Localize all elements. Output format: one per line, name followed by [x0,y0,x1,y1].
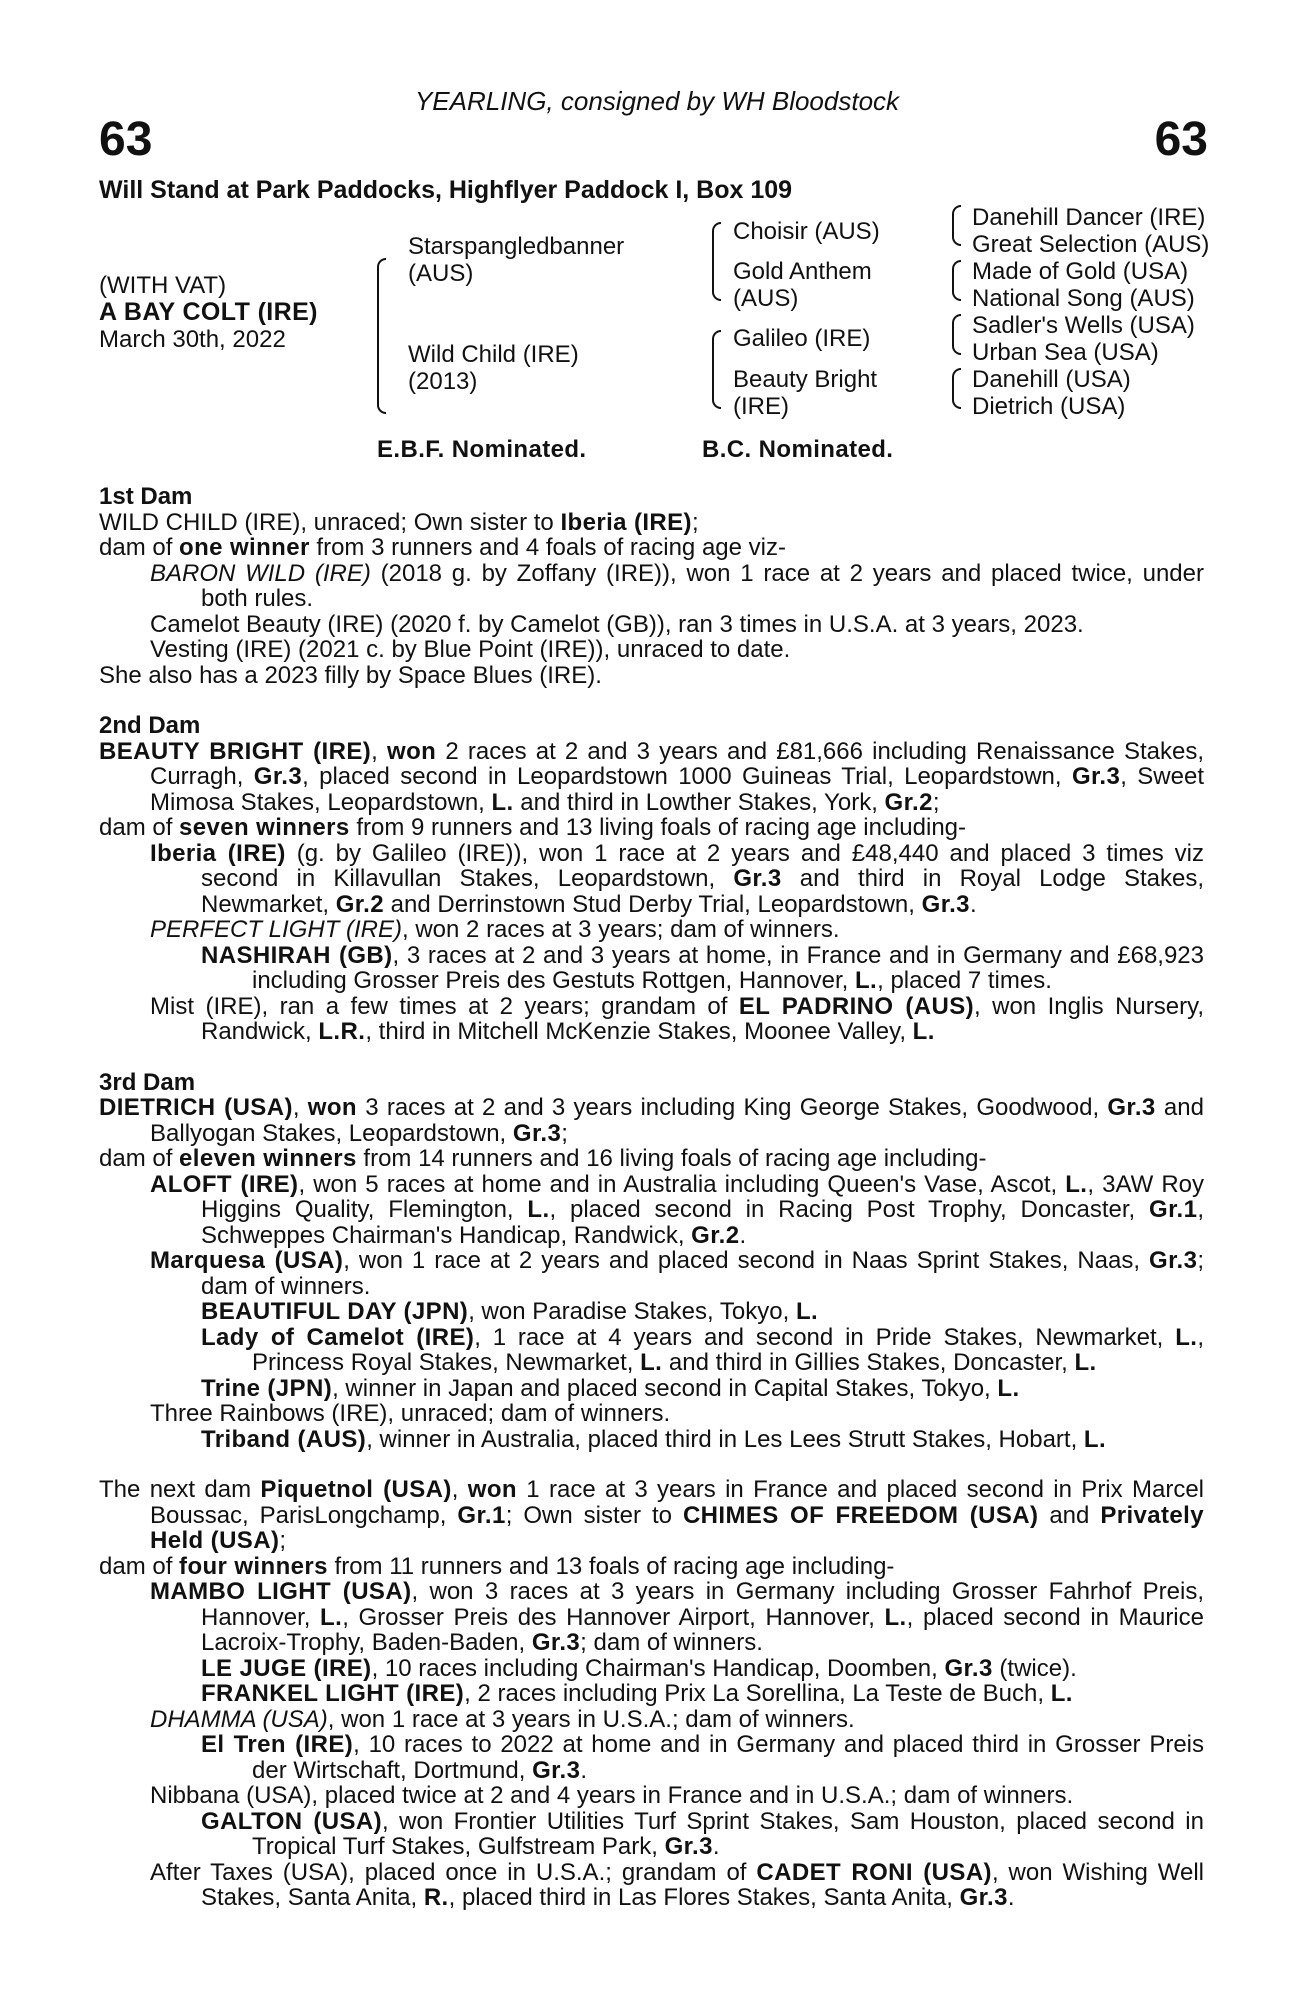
g-brace-1b [952,227,961,246]
first-dam-heading: 1st Dam [99,483,193,510]
produce-entry: Mist (IRE), ran a few times at 2 years; grandam of EL PADRINO (AUS), won Inglis Nursery, Randwick, L.R., third in Mitchell McKenzie Stakes, Moonee Valley, L. [150,992,1204,1045]
grandparent-5: Sadler's Wells (USA) [972,312,1195,339]
third-dam-line: DIETRICH (USA), won 3 races at 2 and 3 years including King George Stakes, Goodwood, Gr.3 and Ballyogan Stakes, Leopardstown, Gr.3; [99,1094,1204,1147]
second-dam-produce-summary: dam of seven winners from 9 runners and 13 living foals of racing age including- [99,814,967,841]
grandproduce-entry: El Tren (IRE), 10 races to 2022 at home and in Germany and placed third in Grosser Preis der Wirtschaft, Dortmund, Gr.3. [201,1731,1204,1784]
stand-location: Will Stand at Park Paddocks, Highflyer Paddock I, Box 109 [99,176,793,204]
grandparent-2: Great Selection (AUS) [972,231,1210,258]
g-brace-1a [952,205,961,228]
produce-entry: MAMBO LIGHT (USA), won 3 races at 3 years in Germany including Grosser Fahrhof Preis, Hannover, L., Grosser Preis des Hannover Airport, Hannover, L., placed second in Maurice Lacroix-Trophy, Baden-Baden, Gr.3; dam of winners. [150,1578,1204,1656]
dam-line-brace-bottom [712,361,721,409]
third-dam-produce-summary: dam of eleven winners from 14 runners and 16 living foals of racing age including- [99,1145,987,1172]
grandproduce-entry: Trine (JPN), winner in Japan and placed second in Capital Stakes, Tokyo, L. [201,1374,1020,1402]
sire-dam: Gold Anthem (AUS) [733,258,872,312]
grandparent-1: Danehill Dancer (IRE) [972,204,1206,231]
grandparent-6: Urban Sea (USA) [972,339,1159,366]
next-dam-line: The next dam Piquetnol (USA), won 1 race at 3 years in France and placed second in Prix Marcel Boussac, ParisLongchamp, Gr.1; Own sister to CHIMES OF FREEDOM (USA) and Privately Held (USA); [99,1476,1204,1554]
dam-dam: Beauty Bright (IRE) [733,366,878,420]
grandparent-4: National Song (AUS) [972,285,1195,312]
next-dam-produce-summary: dam of four winners from 11 runners and 13 foals of racing age including- [99,1552,895,1580]
vat-note: (WITH VAT) [99,272,227,299]
grandproduce-entry: Lady of Camelot (IRE), 1 race at 4 years and second in Pride Stakes, Newmarket, L., Princess Royal Stakes, Newmarket, L. and third in Gillies Stakes, Doncaster, L. [201,1323,1204,1376]
grandproduce-entry: LE JUGE (IRE), 10 races including Chairman's Handicap, Doomben, Gr.3 (twice). [201,1654,1077,1682]
sire-dam-brace-top [377,258,386,336]
bc-nomination: B.C. Nominated. [702,436,894,463]
produce-entry: Iberia (IRE) (g. by Galileo (IRE)), won 1 race at 2 years and £48,440 and placed 3 times viz second in Killavullan Stakes, Leopardstown, Gr.3 and third in Royal Lodge Stakes, Newmarket, Gr.2 and Derrinstown Stud Derby Trial, Leopardstown, Gr.3. [150,839,1205,918]
produce-entry: DHAMMA (USA), won 1 race at 3 years in U.S.A.; dam of winners. [150,1705,855,1733]
lot-number-left: 63 [99,113,153,166]
produce-entry: Camelot Beauty (IRE) (2020 f. by Camelot (GB)), ran 3 times in U.S.A. at 3 years, 2023. [150,610,1084,638]
grandparent-8: Dietrich (USA) [972,393,1126,420]
grandproduce-entry: NASHIRAH (GB), 3 races at 2 and 3 years at home, in France and in Germany and £68,923 including Grosser Preis des Gestuts Rottgen, Hannover, L., placed 7 times. [201,941,1204,994]
grandparent-3: Made of Gold (USA) [972,258,1189,285]
second-dam-heading: 2nd Dam [99,712,201,739]
dam-line-brace-top [712,330,721,362]
third-dam-heading: 3rd Dam [99,1068,196,1096]
produce-entry: BARON WILD (IRE) (2018 g. by Zoffany (IRE)), won 1 race at 2 years and placed twice, under both rules. [150,559,1204,612]
g-brace-2b [952,282,961,301]
horse-name: A BAY COLT (IRE) [99,298,318,326]
lot-number-right: 63 [1154,113,1208,166]
dam-name: Wild Child (IRE) (2013) [408,341,579,395]
produce-note: She also has a 2023 filly by Space Blues (IRE). [99,661,602,689]
grandproduce-entry: GALTON (USA), won Frontier Utilities Turf Sprint Stakes, Sam Houston, placed second in Tropical Turf Stakes, Gulfstream Park, Gr.3. [201,1807,1204,1860]
g-brace-4a [952,368,961,391]
consignment-subtitle: YEARLING, consigned by WH Bloodstock [414,86,900,116]
produce-entry: PERFECT LIGHT (IRE), won 2 races at 3 years; dam of winners. [150,916,840,943]
catalogue-body [99,484,1204,1911]
grandparent-7: Danehill (USA) [972,366,1131,393]
g-brace-3a [952,314,961,337]
produce-entry: Marquesa (USA), won 1 race at 2 years and placed second in Naas Sprint Stakes, Naas, Gr.3; dam of winners. [150,1247,1205,1300]
sire-line-brace-bottom [712,253,721,301]
produce-entry: ALOFT (IRE), won 5 races at home and in Australia including Queen's Vase, Ascot, L., 3AW Roy Higgins Quality, Flemington, L., placed second in Racing Post Trophy, Doncaster, Gr.1, Schweppes Chairman's Handicap, Randwick, Gr.2. [150,1170,1205,1249]
ebf-nomination: E.B.F. Nominated. [377,436,587,463]
dam-sire: Galileo (IRE) [733,325,871,352]
first-dam-produce-summary: dam of one winner from 3 runners and 4 foals of racing age viz- [99,534,786,561]
grandproduce-entry: BEAUTIFUL DAY (JPN), won Paradise Stakes, Tokyo, L. [201,1298,819,1325]
g-brace-3b [952,336,961,355]
g-brace-2a [952,260,961,283]
g-brace-4b [952,390,961,409]
grandproduce-entry: Triband (AUS), winner in Australia, placed third in Les Lees Strutt Stakes, Hobart, L. [201,1425,1107,1453]
produce-entry: Three Rainbows (IRE), unraced; dam of winners. [150,1400,671,1427]
sire-dam-brace-bottom [377,336,386,414]
grandproduce-entry: FRANKEL LIGHT (IRE), 2 races including Prix La Sorellina, La Teste de Buch, L. [201,1680,1073,1707]
produce-entry: Nibbana (USA), placed twice at 2 and 4 years in France and in U.S.A.; dam of winners. [150,1782,1074,1809]
produce-entry: After Taxes (USA), placed once in U.S.A.; grandam of CADET RONI (USA), won Wishing Well Stakes, Santa Anita, R., placed third in Las Flores Stakes, Santa Anita, Gr.3. [150,1858,1204,1911]
sire-name: Starspangledbanner (AUS) [408,233,625,287]
first-dam-line: WILD CHILD (IRE), unraced; Own sister to Iberia (IRE); [99,508,699,536]
horse-dob: March 30th, 2022 [99,326,286,353]
sire-line-brace-top [712,222,721,254]
sire-sire: Choisir (AUS) [733,218,880,245]
produce-entry: Vesting (IRE) (2021 c. by Blue Point (IRE)), unraced to date. [150,636,791,663]
second-dam-line: BEAUTY BRIGHT (IRE), won 2 races at 2 and 3 years and £81,666 including Renaissance Stakes, Curragh, Gr.3, placed second in Leopardstown 1000 Guineas Trial, Leopardstown, Gr.3, Sweet Mimosa Stakes, Leopardstown, L. and third in Lowther Stakes, York, Gr.2; [99,737,1204,816]
